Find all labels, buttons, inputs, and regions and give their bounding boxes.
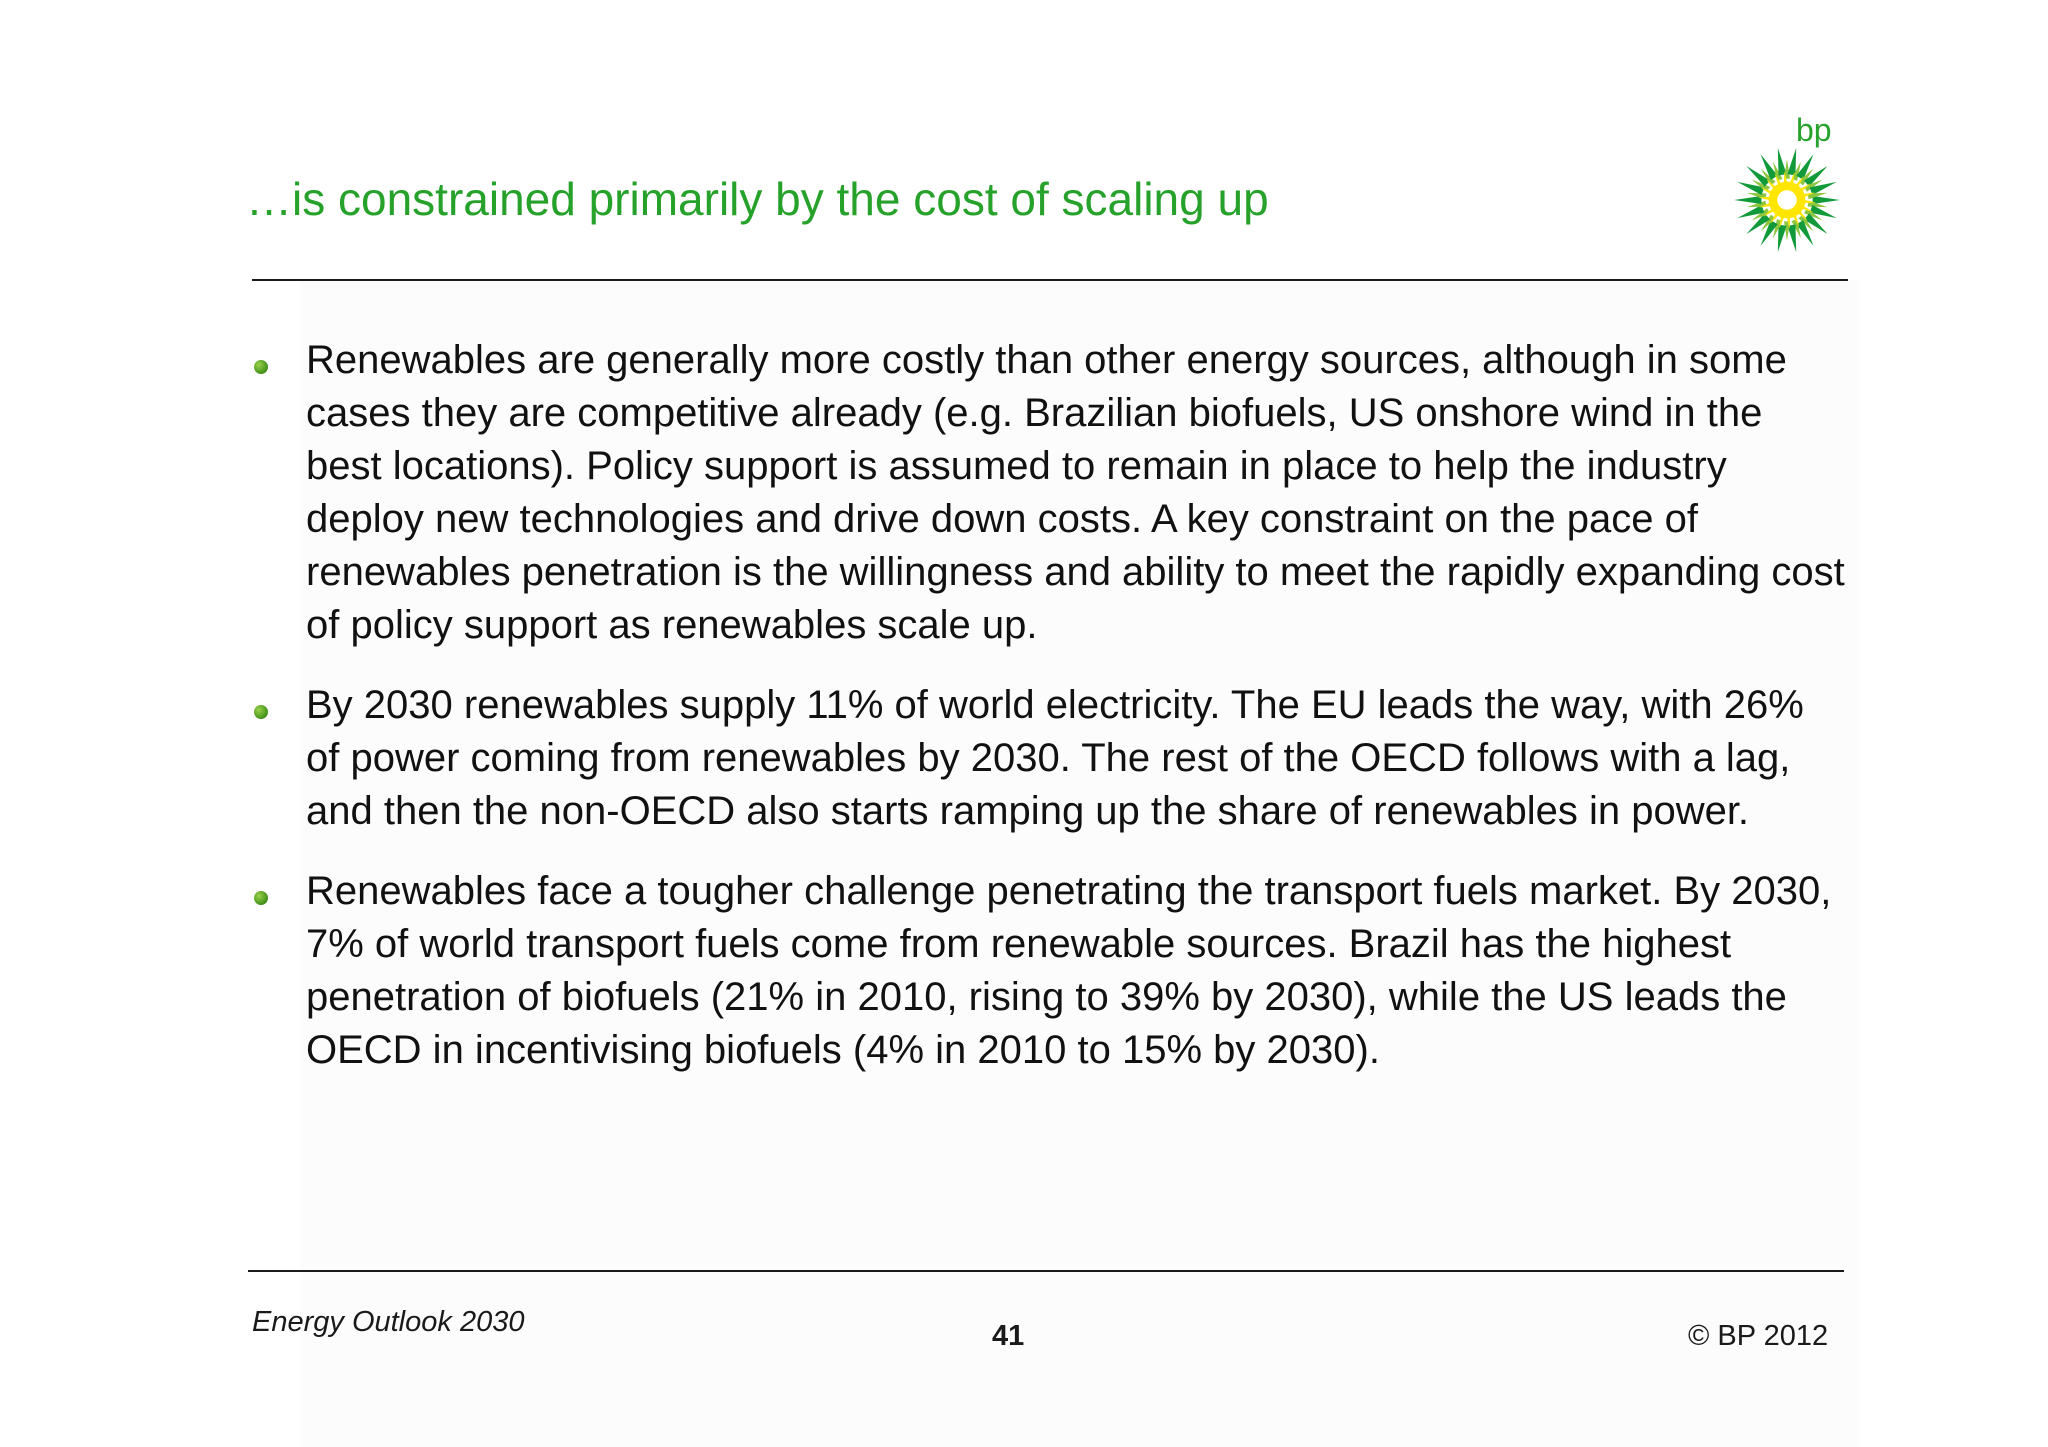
bullet-item: [250, 679, 1810, 838]
bullet-text: By 2030 renewables supply 11% of world electricity. The EU leads the way, with 26% of power coming from renewables by 2030. The rest of the OECD follows with a lag, and then the non-OECD also starts ramping up the share of renewables in power.: [306, 683, 1804, 833]
bp-helios-sunburst-icon: [1733, 146, 1841, 254]
top-divider: [252, 279, 1848, 281]
page-number: 41: [992, 1320, 1025, 1352]
bullet-text: Renewables face a tougher challenge penetrating the transport fuels market. By 2030, 7% of world transport fuels come from renewable sources. Brazil has the highest penetration of biofuels (21% in 2010, rising to 39% by 2030), while the US leads the OECD in incentivising biofuels (4% in 2010 to 15% by 2030).: [306, 869, 1832, 1072]
page-title: …is constrained primarily by the cost of scaling up: [246, 173, 1269, 225]
sunburst-ray: [1813, 196, 1840, 204]
bp-logo-text: bp: [1796, 112, 1832, 148]
sunburst-ray: [1787, 148, 1796, 176]
bullet-dot-icon: [254, 891, 268, 905]
sunburst-center: [1777, 190, 1796, 209]
bullet-text: Renewables are generally more costly than other energy sources, although in some cases they are competitive already (e.g. Brazilian biofuels, US onshore wind in the best locations). Policy support is assumed to remain in place to help the industry deploy new technologies and drive down costs. A key constraint on the pace of renewables penetration is the willingness and ability to meet the rapidly expanding cost of policy support as renewables scale up.: [306, 338, 1845, 647]
bottom-divider: [248, 1270, 1844, 1272]
bullet-dot-icon: [254, 705, 268, 719]
copyright-notice: © BP 2012: [1688, 1320, 1829, 1352]
bullet-dot-icon: [254, 360, 268, 374]
bullet-item: [250, 334, 1845, 652]
footer-publication: Energy Outlook 2030: [252, 1306, 525, 1338]
bullet-item: [250, 865, 1832, 1077]
bullet-list: [250, 334, 1845, 1104]
sunburst-ray: [1734, 196, 1761, 204]
sunburst-ray: [1778, 225, 1787, 253]
